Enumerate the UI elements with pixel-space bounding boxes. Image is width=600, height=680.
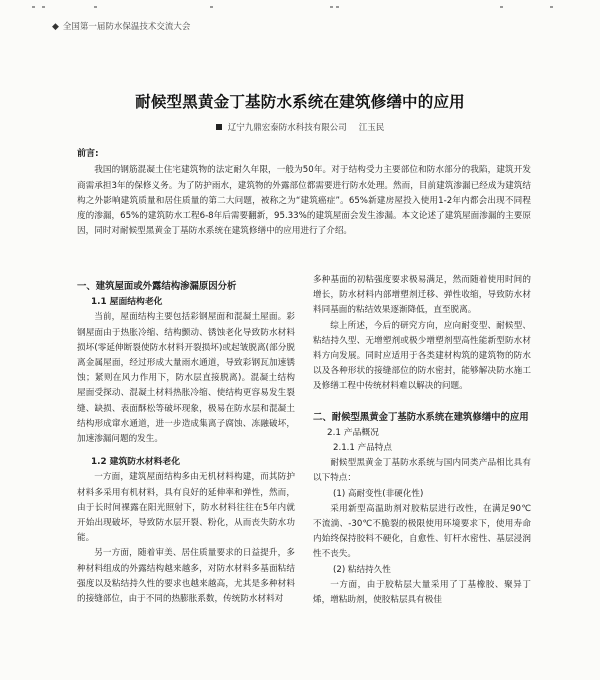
header-text: 全国第一届防水保温技术交流大会 bbox=[62, 22, 191, 32]
square-bullet-icon bbox=[216, 124, 222, 130]
section-2-1-1-heading: 2.1.1 产品特点 bbox=[333, 443, 392, 454]
article-title: 耐候型黑黄金丁基防水系统在建筑修缮中的应用 bbox=[135, 93, 465, 111]
section-1-1-heading: 1.1 屋面结构老化 bbox=[91, 297, 163, 308]
author-company: 辽宁九鼎宏泰防水科技有限公司 bbox=[227, 123, 347, 133]
continued-text: 多种基面的初粘强度要求极易满足，然而随着使用时间的增长，防水材料内部增塑剂迁移、弹性收缩，导致防水材料同基面的粘结效果逐渐降低，直至脱离。 bbox=[313, 275, 531, 316]
section-1-2-text-2: 另一方面，随着审美、居住质量要求的日益提升，多种材料组成的外露结构越来越多，对防水材料多基面粘结强度以及粘结持久性的要求也越来越高，尤其是多种材料的接缝部位，由于不同的热膨胀系数，传统防水材料对 bbox=[77, 548, 295, 605]
item-1-text: 采用新型高温助剂对胶粘层进行改性，在满足90℃不流淌、-30℃不脆裂的极限使用环境要求下，使用寿命内始终保持胶料不硬化，自愈性、钉杆水密性、基层浸润性不丧失。 bbox=[313, 503, 531, 560]
item-2-heading: (2) 粘结持久性 bbox=[333, 564, 391, 575]
item-2-text: 一方面，由于胶粘层大量采用了丁基橡胶、聚异丁烯，增粘助剂，使胶粘层具有极佳 bbox=[313, 579, 531, 606]
left-column bbox=[77, 272, 295, 607]
summary-text: 综上所述，今后的研究方向，应向耐变型、耐候型、粘结持久型、无增塑剂或极少增塑剂型高性能新型防水材料方向发展。同时应适用于各类建材构筑的建筑物的防水以及各种形状的接缝部位的防水密封，能够解决防水施工及修缮工程中传统材料难以解决的问题。 bbox=[313, 320, 531, 392]
author-line bbox=[0, 121, 600, 133]
preface-text: 我国的钢筋混凝土住宅建筑物的法定耐久年限，一般为50年。对于结构受力主要部位和防水部分的我陷，建筑开发商需承担3年的保修义务。为了防护雨水，建筑物的外露部位都需要进行防水处理。然而，目前建筑渗漏已经成为建筑结构之外影响建筑质量和居住质量的第二大问题，被称之为“建筑癌症”。65%新建房屋投入使用1-2年内都会出现不同程度的渗漏，65%的建筑防水工程6-8年后需要翻新，95.33%的建筑屋面会发生渗漏。本文论述了建筑屋面渗漏的主要原因，同时对耐候型黑黄金丁基防水系统在建筑修缮中的应用进行了介绍。 bbox=[77, 165, 531, 237]
section-1-2-heading: 1.2 建筑防水材料老化 bbox=[91, 457, 181, 468]
section-2-heading: 二、耐候型黑黄金丁基防水系统在建筑修缮中的应用 bbox=[313, 411, 529, 423]
right-column bbox=[313, 273, 531, 608]
section-1-2-text-1: 一方面，建筑屋面结构多由无机材料构建，而其防护材料多采用有机材料，具有良好的延伸率和弹性，然而，由于长时间裸露在阳光照射下，防水材料往往在5年内就开始出现破坏，导致防水层开裂、粉化，从而丧失防水功能。 bbox=[77, 472, 295, 544]
item-1-heading: (1) 高耐变性(非硬化性) bbox=[333, 488, 424, 499]
section-1-heading: 一、建筑屋面或外露结构渗漏原因分析 bbox=[77, 281, 237, 292]
running-header bbox=[52, 20, 190, 32]
diamond-bullet-icon: ◆ bbox=[52, 22, 59, 32]
section-2-1-1-text: 耐候型黑黄金丁基防水系统与国内同类产品相比具有以下特点： bbox=[313, 458, 531, 484]
preface-section bbox=[77, 147, 531, 240]
top-scan-artifacts bbox=[30, 6, 570, 12]
author-name: 江玉民 bbox=[358, 123, 385, 133]
preface-label: 前言: bbox=[77, 149, 99, 159]
section-2-1-heading: 2.1 产品概况 bbox=[327, 427, 379, 438]
section-1-1-text: 当前，屋面结构主要包括彩钢屋面和混凝土屋面。彩钢屋面由于热胀冷缩、结构颤动、锈蚀老化导致防水材料损坏(零延伸断裂使防水材料开裂损坏)或起皱脱离(部分脱离金属屋面，经过形成大量雨水通道，导致彩钢瓦加速锈蚀；紧则在风力作用下，防水层直接脱离)。混凝土结构屋面受探动、混凝土材料热胀冷缩、使结构更容易发生裂缝、缺损、表面酥松等破坏现象，极易在防水层和混凝土结构形成窜水通道，进一步造成集离子腐蚀、冻融破坏，加速渗漏问题的发生。 bbox=[77, 312, 295, 445]
